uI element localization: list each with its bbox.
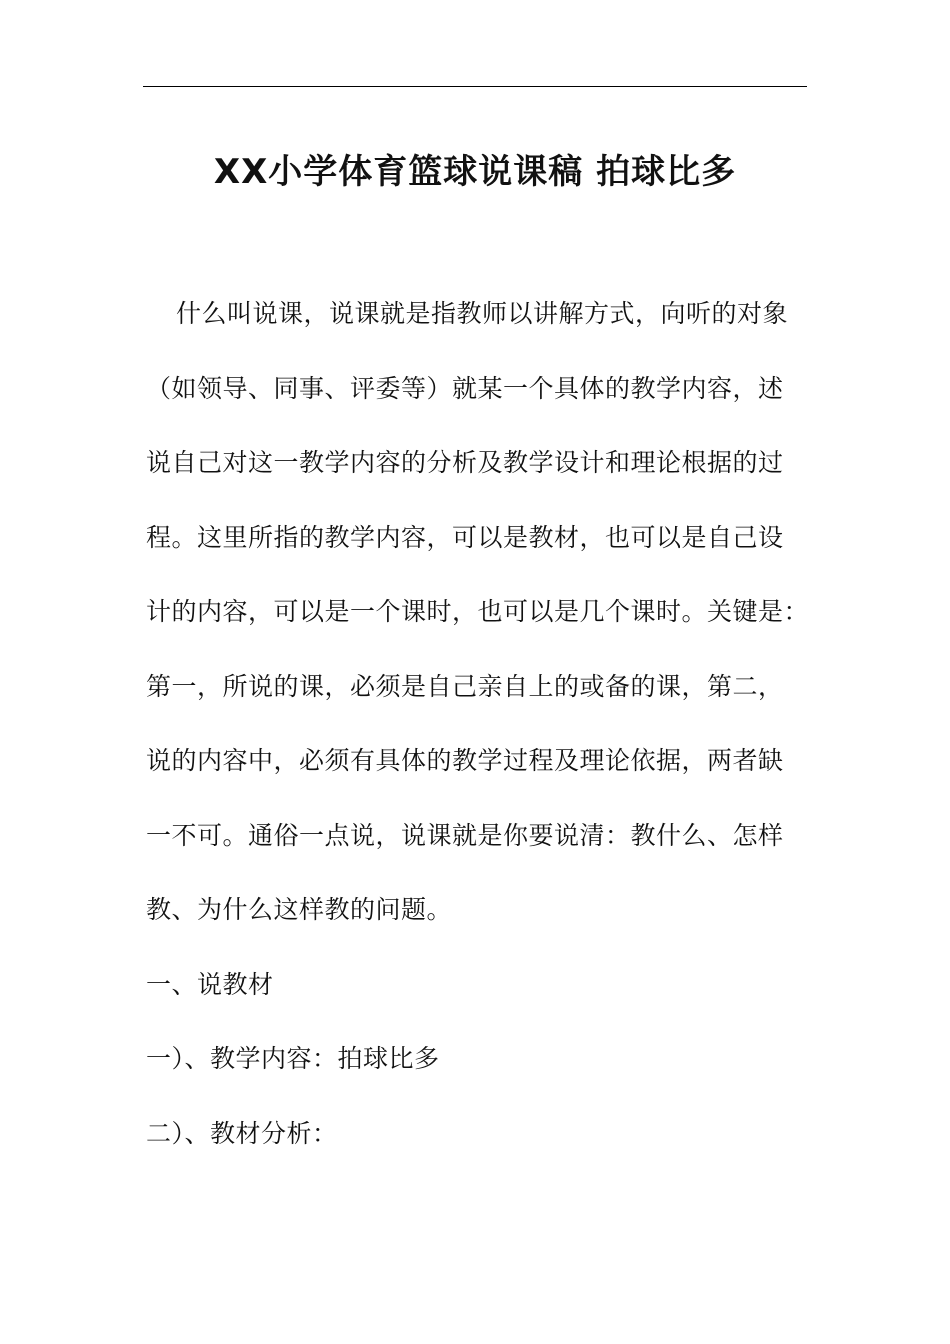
- header-rule: [143, 86, 807, 87]
- paragraph-line-1: 什么叫说课，说课就是指教师以讲解方式，向听的对象: [176, 299, 789, 328]
- paragraph-line-7: 说的内容中，必须有具体的教学过程及理论依据，两者缺: [146, 746, 784, 775]
- document-title: XX小学体育篮球说课稿 拍球比多: [213, 152, 737, 192]
- section-heading-teaching-material: 一、说教材: [146, 970, 274, 999]
- paragraph-line-8: 一不可。通俗一点说，说课就是你要说清：教什么、怎样: [146, 821, 784, 850]
- subsection-material-analysis: 二）、教材分析：: [146, 1119, 338, 1148]
- paragraph-line-4: 程。这里所指的教学内容，可以是教材，也可以是自己设: [146, 523, 784, 552]
- paragraph-line-5: 计的内容，可以是一个课时，也可以是几个课时。关键是：: [146, 597, 810, 626]
- paragraph-line-9: 教、为什么这样教的问题。: [146, 895, 453, 924]
- paragraph-line-6: 第一，所说的课，必须是自己亲自上的或备的课，第二，: [146, 672, 784, 701]
- subsection-teaching-content: 一）、教学内容：拍球比多: [146, 1044, 440, 1073]
- paragraph-line-3: 说自己对这一教学内容的分析及教学设计和理论根据的过: [146, 448, 784, 477]
- paragraph-line-2: （如领导、同事、评委等）就某一个具体的教学内容，述: [146, 374, 784, 403]
